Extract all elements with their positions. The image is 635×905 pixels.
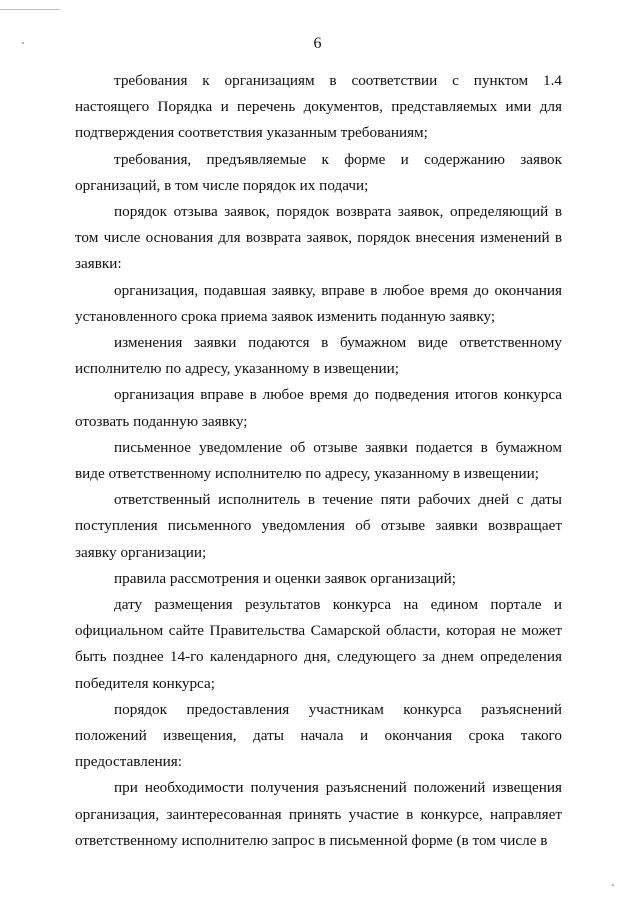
paragraph: правила рассмотрения и оценки заявок организаций;: [114, 569, 457, 587]
scan-speck: [612, 884, 614, 886]
paragraph: ответственный исполнитель в течение пяти рабочих дней с даты поступления письменного уведомления об отзыве заявки возвращает заявку организации;: [75, 491, 562, 561]
scan-edge-line: [0, 9, 60, 10]
paragraph: организация вправе в любое время до подведения итогов конкурса отозвать поданную заявку;: [75, 386, 562, 430]
paragraph: требования к организациям в соответствии с пунктом 1.4 настоящего Порядка и перечень документов, представляемых ими для подтверждения соответствия указанным требованиям;: [75, 72, 562, 142]
paragraph: при необходимости получения разъяснений положений извещения организация, заинтересованная принять участие в конкурсе, направляет ответственному исполнителю запрос в письменной форме (в том числе в: [75, 779, 562, 849]
paragraph: организация, подавшая заявку, вправе в любое время до окончания установленного срока приема заявок изменить поданную заявку;: [75, 281, 562, 325]
paragraph: требования, предъявляемые к форме и содержанию заявок организаций, в том числе порядок их подачи;: [75, 150, 562, 194]
paragraph: дату размещения результатов конкурса на едином портале и официальном сайте Правительства Самарской области, которая не может быть позднее 14-го календарного дня, следующего за днем определения победителя конкурса;: [75, 596, 562, 692]
paragraph: порядок отзыва заявок, порядок возврата заявок, определяющий в том числе основания для возврата заявок, порядок внесения изменений в заявки:: [75, 203, 562, 273]
paragraph: изменения заявки подаются в бумажном виде ответственному исполнителю по адресу, указанному в извещении;: [75, 334, 562, 378]
document-body: [75, 68, 562, 854]
paragraph: порядок предоставления участникам конкурса разъяснений положений извещения, даты начала и окончания срока такого предоставления:: [75, 700, 562, 771]
paragraph: письменное уведомление об отзыве заявки подается в бумажном виде ответственному исполнителю по адресу, указанному в извещении;: [75, 438, 562, 483]
page-number: 6: [313, 35, 322, 52]
